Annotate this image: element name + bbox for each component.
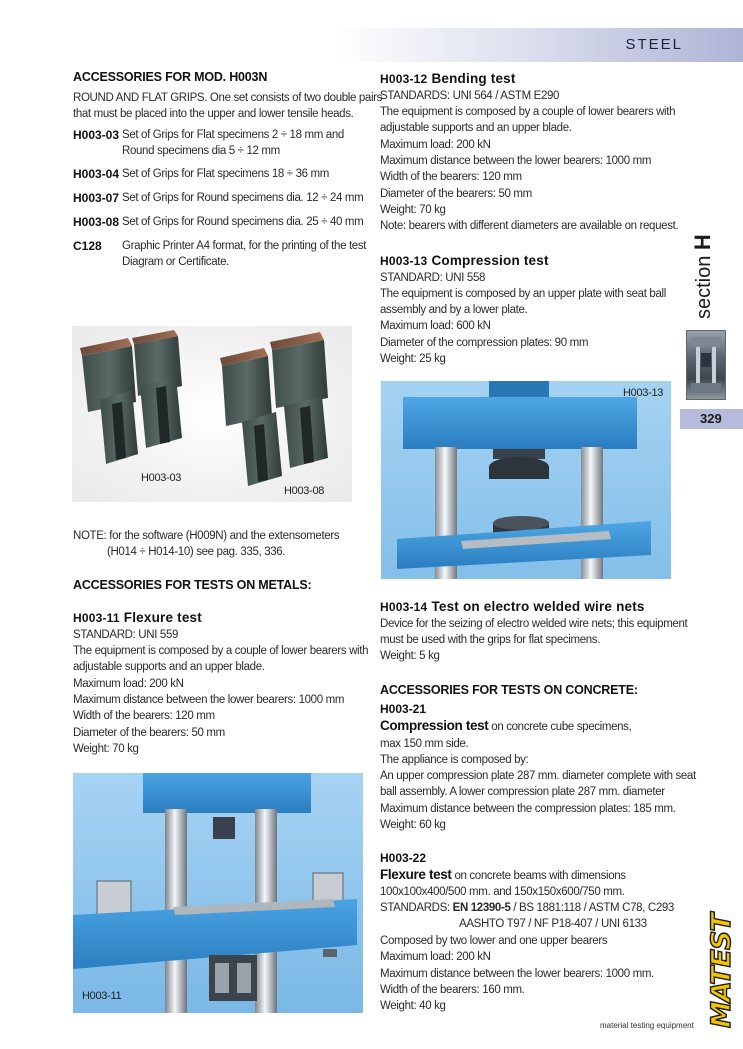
wirenets-line: must be used with the grips for flat specimens.	[380, 634, 601, 646]
photo-caption: H003-03	[141, 472, 182, 484]
page-number: 329	[700, 411, 722, 426]
cube-line: The appliance is composed by:	[380, 754, 529, 766]
compression-line: Diameter of the compression plates: 90 mm	[380, 337, 589, 349]
flexure-line: Width of the bearers: 120 mm	[73, 710, 215, 722]
compression-title	[380, 253, 549, 268]
section-thumbnail	[686, 330, 726, 400]
cube-line: Weight: 60 kg	[380, 819, 446, 831]
bending-line: adjustable supports and an upper blade.	[380, 122, 572, 134]
flexure-line: The equipment is composed by a couple of lower bearers with	[73, 645, 369, 657]
cube-line: max 150 mm side.	[380, 738, 469, 750]
beam-line: Weight: 40 kg	[380, 1000, 446, 1012]
software-note: (H014 ÷ H014-10) see pag. 335, 336.	[107, 546, 286, 558]
cube-line: ball assembly. A lower compression plate 287 mm. diameter	[380, 786, 665, 798]
item-code: H003-04	[73, 167, 120, 181]
bending-line: Weight: 70 kg	[380, 204, 446, 216]
concrete-heading: ACCESSORIES FOR TESTS ON CONCRETE:	[380, 683, 638, 697]
flexure-line: Maximum distance between the lower bearers: 1000 mm	[73, 694, 345, 706]
item-code: H003-03	[73, 128, 120, 142]
cube-code: H003-21	[380, 702, 427, 716]
compression-name: Compression test	[431, 253, 549, 268]
beam-std-prefix: STANDARDS:	[380, 902, 453, 914]
beam-title-line	[380, 867, 626, 885]
bending-line: Note: bearers with different diameters are available on request.	[380, 220, 679, 232]
flexure-code: H003-11	[73, 611, 120, 625]
beam-std-rest: / BS 1881:118 / ASTM C78, C293	[510, 902, 674, 914]
machine-thumbnail-icon	[687, 331, 725, 399]
item-desc: Diagram or Certificate.	[122, 256, 229, 268]
cube-line: Maximum distance between the compression plates: 185 mm.	[380, 803, 676, 815]
item-code: H003-07	[73, 191, 120, 205]
compression-line: The equipment is composed by an upper plate with seat ball	[380, 288, 666, 300]
photo-caption: H003-08	[284, 485, 325, 497]
photo-caption: H003-11	[82, 990, 122, 1002]
wirenets-code: H003-14	[380, 600, 428, 614]
cube-name: Compression test	[380, 718, 489, 733]
item-desc: Set of Grips for Flat specimens 18 ÷ 36 mm	[122, 168, 329, 180]
beam-line: Width of the bearers: 160 mm.	[380, 984, 525, 996]
beam-name: Flexure test	[380, 867, 452, 882]
item-code: H003-08	[73, 215, 120, 229]
bending-title	[380, 71, 516, 86]
bending-code: H003-12	[380, 72, 428, 86]
footer-tagline: material testing equipment	[600, 1021, 694, 1030]
beam-line: Maximum load: 200 kN	[380, 951, 491, 963]
beam-standards-2: AASHTO T97 / NF P18-407 / UNI 6133	[459, 918, 647, 930]
flexure-title	[73, 610, 202, 625]
accessories-intro: that must be placed into the upper and lower tensile heads.	[73, 108, 354, 120]
beam-line: Composed by two lower and one upper bearers	[380, 935, 608, 947]
flexure-photo	[73, 773, 363, 1013]
beam-title-rest: on concrete beams with dimensions	[451, 870, 626, 882]
flexure-line: Maximum load: 200 kN	[73, 678, 184, 690]
compression-line: Maximum load: 600 kN	[380, 320, 491, 332]
bending-line: Diameter of the bearers: 50 mm	[380, 188, 532, 200]
beam-code: H003-22	[380, 851, 427, 865]
wirenets-line: Weight: 5 kg	[380, 650, 440, 662]
section-letter: H	[690, 234, 715, 251]
software-note: NOTE: for the software (H009N) and the extensometers	[73, 530, 340, 542]
compression-line: assembly and by a lower plate.	[380, 304, 528, 316]
compression-line: STANDARD: UNI 558	[380, 272, 486, 284]
flexure-line: Weight: 70 kg	[73, 743, 139, 755]
item-desc: Round specimens dia 5 ÷ 12 mm	[122, 145, 280, 157]
item-desc: Set of Grips for Round specimens dia. 25 ÷ 40 mm	[122, 216, 364, 228]
cube-line: An upper compression plate 287 mm. diameter complete with seat	[380, 770, 696, 782]
bending-line: The equipment is composed by a couple of lower bearers with	[380, 106, 676, 118]
flexure-line: Diameter of the bearers: 50 mm	[73, 727, 225, 739]
accessories-intro: ROUND AND FLAT GRIPS. One set consists of two double pairs	[73, 92, 383, 104]
compression-machine-illustration	[381, 381, 671, 579]
brand-logo	[676, 914, 737, 1028]
wirenets-line: Device for the seizing of electro welded wire nets; this equipment	[380, 618, 688, 630]
metals-heading: ACCESSORIES FOR TESTS ON METALS:	[73, 578, 312, 592]
flexure-machine-illustration	[73, 773, 363, 1013]
section-word: section	[693, 255, 715, 319]
beam-std-bold: EN 12390-5	[452, 902, 511, 914]
flexure-name: Flexure test	[123, 610, 202, 625]
item-code: C128	[73, 239, 102, 253]
bending-line: Maximum distance between the lower bearers: 1000 mm	[380, 155, 652, 167]
item-desc: Set of Grips for Round specimens dia. 12 ÷ 24 mm	[122, 192, 364, 204]
bending-name: Bending test	[431, 71, 516, 86]
cube-title-rest: on concrete cube specimens,	[488, 721, 632, 733]
section-label: STEEL	[625, 36, 683, 53]
bending-line: Width of the bearers: 120 mm	[380, 171, 522, 183]
bending-line: STANDARDS: UNI 564 / ASTM E290	[380, 90, 560, 102]
photo-caption: H003-13	[623, 387, 664, 399]
grips-illustration	[72, 326, 352, 502]
beam-line: Maximum distance between the lower bearers: 1000 mm.	[380, 968, 654, 980]
flexure-line: adjustable supports and an upper blade.	[73, 661, 265, 673]
flexure-line: STANDARD: UNI 559	[73, 629, 179, 641]
beam-dims: 100x100x400/500 mm. and 150x150x600/750 mm.	[380, 886, 625, 898]
compression-line: Weight: 25 kg	[380, 353, 446, 365]
accessories-heading: ACCESSORIES FOR MOD. H003N	[73, 70, 268, 84]
item-desc: Set of Grips for Flat specimens 2 ÷ 18 mm and	[122, 129, 344, 141]
grips-photo	[72, 326, 352, 502]
logo-text: MATEST	[706, 914, 737, 1028]
wirenets-name: Test on electro welded wire nets	[431, 599, 645, 614]
beam-standards	[380, 900, 674, 917]
item-desc: Graphic Printer A4 format, for the printing of the test	[122, 240, 367, 252]
bending-line: Maximum load: 200 kN	[380, 139, 491, 151]
compression-code: H003-13	[380, 254, 428, 268]
compression-photo	[381, 381, 671, 579]
wirenets-title	[380, 599, 645, 614]
cube-title-line	[380, 718, 631, 736]
